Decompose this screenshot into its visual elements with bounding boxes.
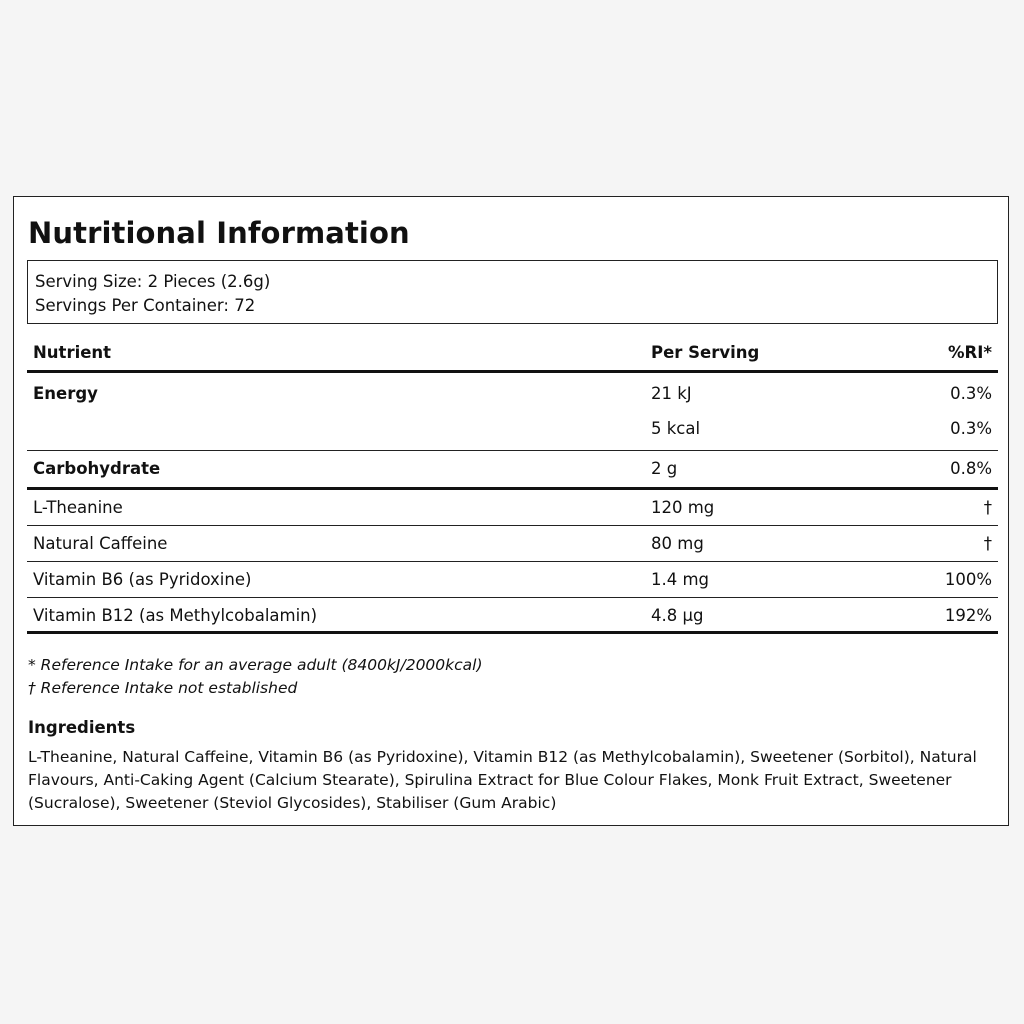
dagger-footnote: † Reference Intake not established (28, 679, 298, 697)
nutrient-ri: † (983, 498, 992, 517)
nutrition-table (27, 337, 998, 634)
table-row (27, 562, 998, 598)
ingredients-list (28, 746, 978, 815)
energy-kj-value: 21 kJ (651, 384, 692, 403)
footnotes (28, 654, 483, 700)
nutrient-name: L-Theanine (33, 498, 123, 517)
header-ri: %RI* (947, 343, 992, 362)
table-row (27, 526, 998, 562)
ingredients-line: L-Theanine, Natural Caffeine, Vitamin B6 (as Pyridoxine), Vitamin B12 (as Methylcobalamin), Sweetener (Sorbitol), Natural (28, 748, 977, 766)
serving-info-box (27, 260, 998, 324)
nutrient-value: 120 mg (651, 498, 715, 517)
ri-footnote: * Reference Intake for an average adult (8400kJ/2000kcal) (28, 656, 483, 674)
label-title: Nutritional Information (28, 216, 410, 250)
table-row (27, 598, 998, 634)
table-header-row (27, 337, 998, 373)
table-row-carbohydrate (27, 451, 998, 490)
energy-kj-ri: 0.3% (950, 384, 992, 403)
ingredients-line: Flavours, Anti-Caking Agent (Calcium Stearate), Spirulina Extract for Blue Colour Flakes, Monk Fruit Extract, Sweetener (28, 771, 952, 789)
nutrient-value: 4.8 µg (651, 606, 704, 625)
nutrient-ri: 192% (944, 606, 992, 625)
table-row (27, 490, 998, 526)
nutrient-value: 80 mg (651, 534, 704, 553)
nutrient-name: Energy (33, 384, 98, 403)
nutrient-name: Natural Caffeine (33, 534, 168, 553)
nutrient-ri: 100% (944, 570, 992, 589)
nutrition-label (13, 196, 1009, 826)
energy-kcal-value: 5 kcal (651, 419, 701, 438)
nutrient-value: 1.4 mg (651, 570, 710, 589)
nutrient-ri: 0.8% (950, 459, 992, 478)
ingredients-line: (Sucralose), Sweetener (Steviol Glycosides), Stabiliser (Gum Arabic) (28, 794, 557, 812)
energy-kcal-ri: 0.3% (950, 419, 992, 438)
header-per-serving: Per Serving (651, 343, 760, 362)
table-row-energy (27, 373, 998, 451)
servings-per-container: Servings Per Container: 72 (35, 296, 256, 315)
ingredients-heading: Ingredients (28, 718, 136, 737)
serving-size: Serving Size: 2 Pieces (2.6g) (35, 272, 271, 291)
nutrient-name: Vitamin B6 (as Pyridoxine) (33, 570, 252, 589)
header-nutrient: Nutrient (33, 343, 112, 362)
nutrient-name: Vitamin B12 (as Methylcobalamin) (33, 606, 318, 625)
nutrient-value: 2 g (651, 459, 678, 478)
nutrient-ri: † (983, 534, 992, 553)
nutrient-name: Carbohydrate (33, 459, 161, 478)
